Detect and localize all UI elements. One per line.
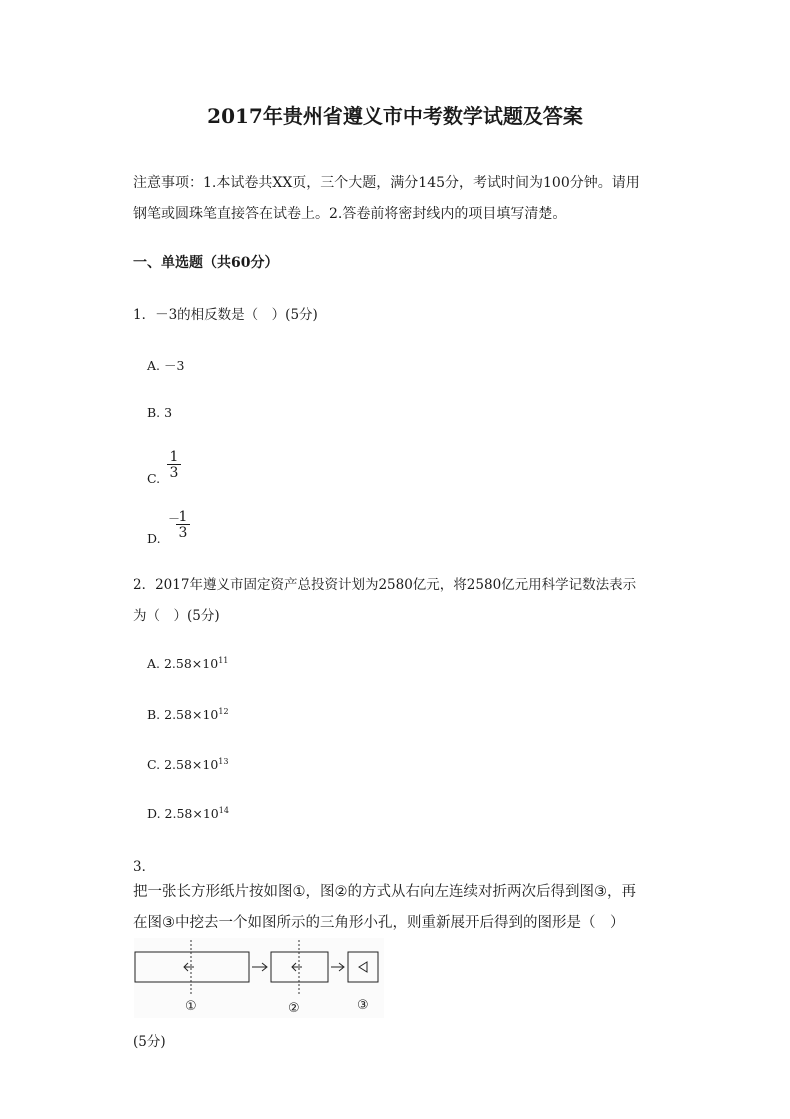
question-1-option-a: A. －3 <box>147 358 185 373</box>
fraction-numerator: 1 <box>178 509 188 525</box>
figure-label-2: ② <box>288 1001 300 1016</box>
option-exponent: 14 <box>218 806 229 815</box>
question-3-stem-line-2: 在图③中挖去一个如图所示的三角形小孔，则重新展开后得到的图形是（ ） <box>133 915 625 931</box>
question-2-option-a <box>147 656 228 671</box>
option-exponent: 13 <box>218 757 229 766</box>
folding-figure <box>134 938 384 1018</box>
fraction-denominator: 3 <box>176 524 190 540</box>
fraction-numerator: 1 <box>169 449 179 465</box>
question-1-option-d-label: D. <box>147 531 161 546</box>
question-3-number: 3． <box>133 859 156 875</box>
option-base: B. 2.58×10 <box>147 707 219 723</box>
notice-line-1: 注意事项：1.本试卷共XX页，三个大题，满分145分，考试时间为100分钟。请用 <box>133 175 640 191</box>
section-heading: 一、单选题（共60分） <box>133 255 279 271</box>
question-2-option-b <box>147 707 229 722</box>
question-2-option-c <box>147 757 228 772</box>
question-3-score: (5分) <box>133 1034 166 1050</box>
question-3-stem-line-1: 把一张长方形纸片按如图①，图②的方式从右向左连续对折两次后得到图③，再 <box>133 884 636 900</box>
question-1-option-b: B. 3 <box>147 405 173 420</box>
question-1-option-c-fraction <box>167 450 181 480</box>
question-1-option-d-sign: － <box>168 512 181 526</box>
question-1-stem: 1．－3的相反数是（ ）(5分) <box>133 307 318 323</box>
question-2-stem-line-2: 为（ ）(5分) <box>133 608 220 624</box>
question-2-stem-line-1: 2．2017年遵义市固定资产总投资计划为2580亿元，将2580亿元用科学记数法表示 <box>133 577 637 593</box>
question-2-option-d <box>147 806 229 821</box>
option-base: D. 2.58×10 <box>147 806 219 822</box>
page-title: 2017年贵州省遵义市中考数学试题及答案 <box>207 104 583 128</box>
option-exponent: 11 <box>218 656 229 665</box>
option-base: A. 2.58×10 <box>147 656 219 672</box>
question-1-option-d-fraction <box>176 510 190 540</box>
question-1-option-c-label: C. <box>147 471 161 486</box>
figure-label-3: ③ <box>357 998 369 1013</box>
figure-background <box>134 938 384 1018</box>
option-exponent: 12 <box>218 707 229 716</box>
fraction-denominator: 3 <box>167 464 181 480</box>
figure-label-1: ① <box>185 999 197 1014</box>
notice-line-2: 钢笔或圆珠笔直接答在试卷上。2.答卷前将密封线内的项目填写清楚。 <box>133 206 567 222</box>
option-base: C. 2.58×10 <box>147 757 219 773</box>
